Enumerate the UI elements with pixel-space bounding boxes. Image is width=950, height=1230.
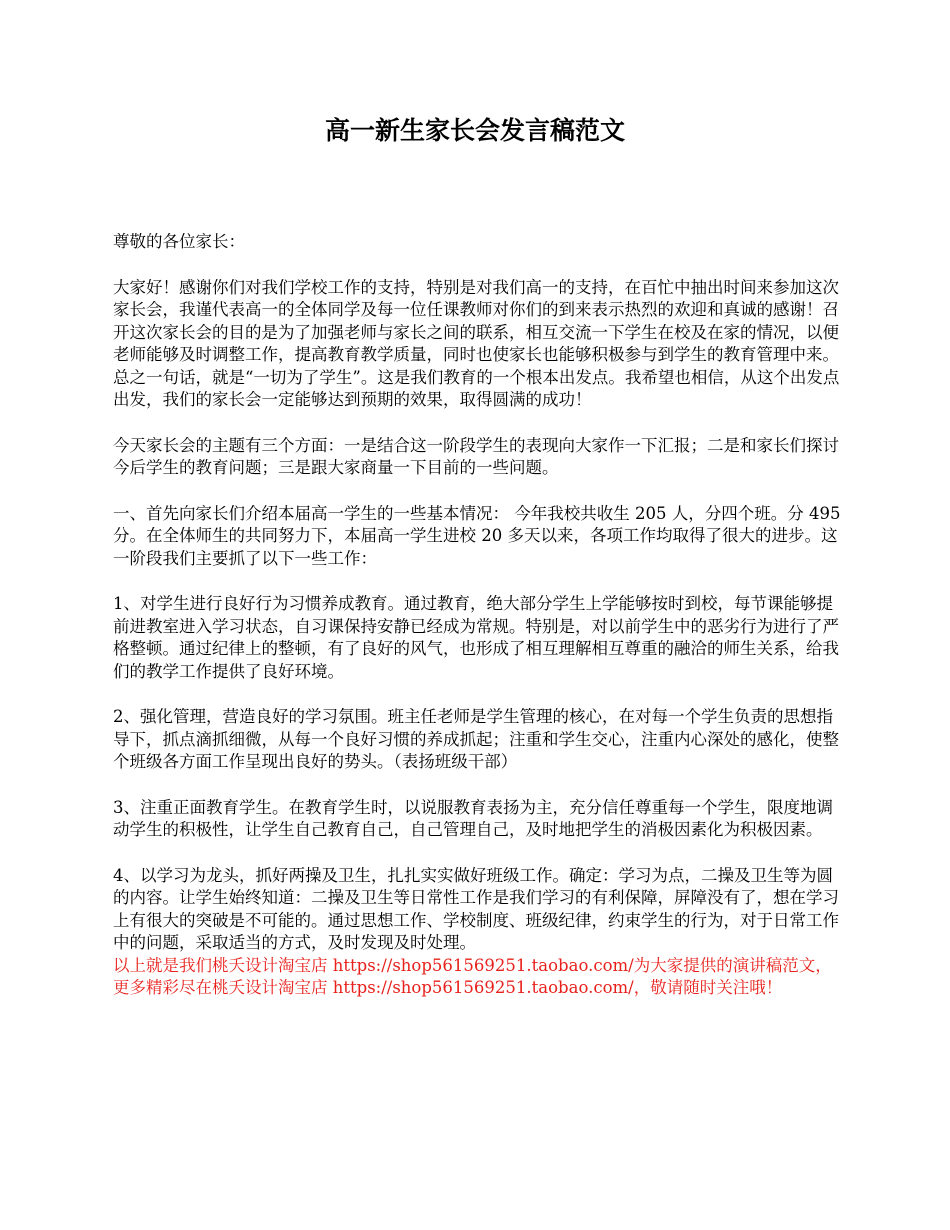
- paragraph-basic-info: 一、首先向家长们介绍本届高一学生的一些基本情况： 今年我校共收生 205 人，分四个班。分 495 分。在全体师生的共同努力下，本届高一学生进校 20 多天以来，各项工作均取得了很大的进步。这一阶段我们主要抓了以下一些工作：: [113, 503, 841, 568]
- promo-note: 以上就是我们桃夭设计淘宝店 https://shop561569251.taobao.com/为大家提供的演讲稿范文，更多精彩尽在桃夭设计淘宝店 https://shop561569251.taobao.com/，敬请随时关注哦！: [113, 955, 832, 997]
- paragraph-themes: 今天家长会的主题有三个方面：一是结合这一阶段学生的表现向大家作一下汇报；二是和家长们探讨今后学生的教育问题；三是跟大家商量一下目前的一些问题。: [113, 435, 839, 477]
- document-title: 高一新生家长会发言稿范文: [324, 116, 625, 145]
- paragraph-point-4: 4、以学习为龙头，抓好两操及卫生，扎扎实实做好班级工作。确定：学习为点，二操及卫生等为圆的内容。让学生始终知道：二操及卫生等日常性工作是我们学习的有利保障，屏障没有了，想在学习上有很大的突破是不可能的。通过思想工作、学校制度、班级纪律，约束学生的行为，对于日常工作中的问题，采取适当的方式，及时发现及时处理。: [113, 865, 839, 952]
- greeting: 尊敬的各位家长：: [113, 232, 245, 251]
- document-body: [113, 231, 841, 1000]
- paragraph-point-3: 3、注重正面教育学生。在教育学生时，以说服教育表扬为主，充分信任尊重每一个学生，限度地调动学生的积极性，让学生自己教育自己，自己管理自己，及时地把学生的消极因素化为积极因素。: [113, 797, 833, 839]
- paragraph-point-2: 2、强化管理，营造良好的学习氛围。班主任老师是学生管理的核心，在对每一个学生负责的思想指导下，抓点滴抓细微，从每一个良好习惯的养成抓起；注重和学生交心，注重内心深处的感化，使整个班级各方面工作呈现出良好的势头。（表扬班级干部）: [113, 707, 839, 771]
- paragraph-intro: 大家好！感谢你们对我们学校工作的支持，特别是对我们高一的支持，在百忙中抽出时间来参加这次家长会，我谨代表高一的全体同学及每一位任课教师对你们的到来表示热烈的欢迎和真诚的感谢！召开这次家长会的目的是为了加强老师与家长之间的联系，相互交流一下学生在校及在家的情况，以便老师能够及时调整工作，提高教育教学质量，同时也使家长也能够积极参与到学生的教育管理中来。总之一句话，就是“一切为了学生”。这是我们教育的一个根本出发点。我希望也相信，从这个出发点出发，我们的家长会一定能够达到预期的效果，取得圆满的成功！: [113, 277, 840, 409]
- paragraph-point-1: 1、对学生进行良好行为习惯养成教育。通过教育，绝大部分学生上学能够按时到校，每节课能够提前进教室进入学习状态，自习课保持安静已经成为常规。特别是，对以前学生中的恶劣行为进行了严格整顿。通过纪律上的整顿，有了良好的风气，也形成了相互理解相互尊重的融洽的师生关系，给我们的教学工作提供了良好环境。: [113, 594, 839, 681]
